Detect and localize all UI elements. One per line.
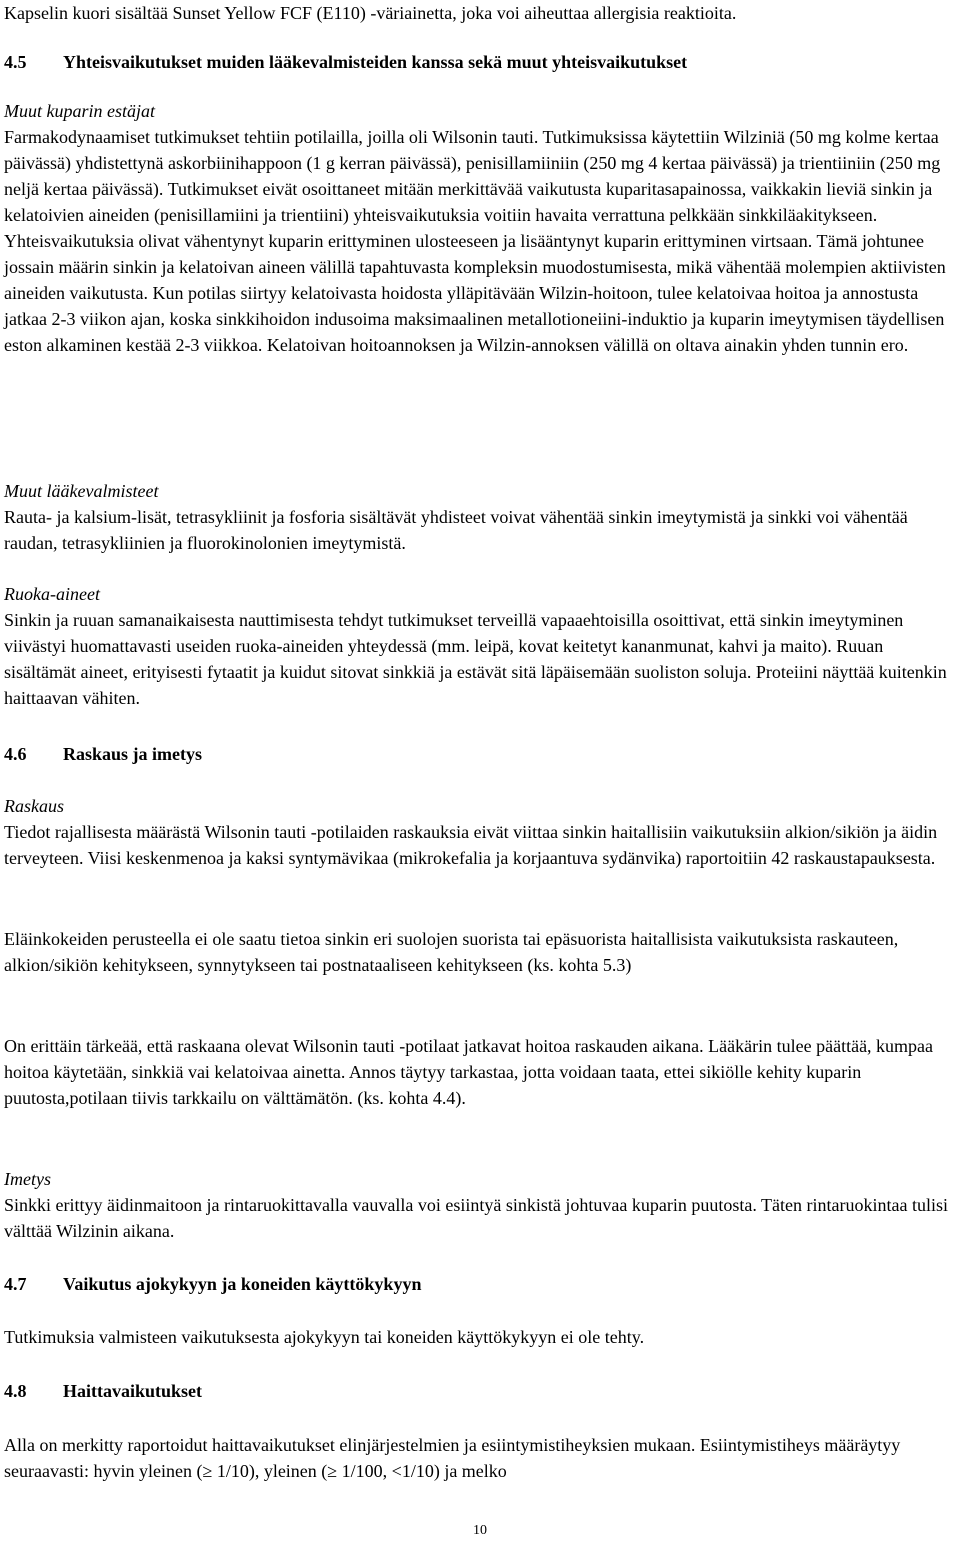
page-number: 10 — [473, 1523, 487, 1538]
paragraph-4-5-2: Rauta- ja kalsium-lisät, tetrasykliinit ja fosforia sisältävät yhdisteet voivat vähentää sinkin imeytymistä ja sinkki voi vähentää raudan, tetrasykliinien ja fluorokinolonien imeytymistä. — [4, 507, 908, 553]
intro-text: Kapselin kuori sisältää Sunset Yellow FCF (E110) -väriainetta, joka voi aiheuttaa allergisia reaktioita. — [4, 3, 737, 23]
heading-number: 4.7 — [4, 1274, 27, 1294]
heading-4-8 — [4, 1378, 202, 1404]
subheading-muut-kuparin-estajat: Muut kuparin estäjat — [4, 101, 155, 121]
heading-4-5 — [4, 49, 687, 75]
heading-4-6 — [4, 741, 202, 767]
paragraph-4-6-4: Sinkki erittyy äidinmaitoon ja rintaruokittavalla vauvalla voi esiintyä sinkistä johtuvaa kuparin puutosta. Täten rintaruokintaa tulisi välttää Wilzinin aikana. — [4, 1195, 948, 1241]
heading-4-7 — [4, 1271, 421, 1297]
paragraph-4-6-3: On erittäin tärkeää, että raskaana olevat Wilsonin tauti -potilaat jatkavat hoitoa raskauden aikana. Lääkärin tulee päättää, kumpaa hoitoa käytetään, sinkkiä vai kelatoivaa ainetta. Annos täytyy tarkastaa, jotta voidaan taata, ettei sikiölle kehity kuparin puutosta,potilaan tiivis tarkkailu on välttämätön. (ks. kohta 4.4). — [4, 1036, 934, 1108]
heading-title: Haittavaikutukset — [63, 1381, 203, 1401]
paragraph-4-7: Tutkimuksia valmisteen vaikutuksesta ajokykyyn tai koneiden käyttökykyyn ei ole tehty. — [4, 1327, 645, 1347]
heading-number: 4.6 — [4, 744, 27, 764]
heading-title: Raskaus ja imetys — [63, 744, 203, 764]
paragraph-4-5-3: Sinkin ja ruuan samanaikaisesta nauttimisesta tehdyt tutkimukset terveillä vapaaehtoisilla osoittivat, että sinkin imeytyminen viivästyi huomattavasti useiden ruoka-aineiden yhteydessä (mm. leipä, kovat keitetyt kananmunat, kahvi ja maito). Ruuan sisältämät aineet, erityisesti fytaatit ja kuidut sitovat sinkkiä ja estävät sitä läpäisemään suoliston soluja. Proteiini näyttää kuitenkin haittaavan vähiten. — [4, 610, 947, 708]
subheading-imetys: Imetys — [4, 1169, 51, 1189]
paragraph-4-5-1: Farmakodynaamiset tutkimukset tehtiin potilailla, joilla oli Wilsonin tauti. Tutkimuksissa käytettiin Wilziniä (50 mg kolme kertaa päivässä) yhdistettynä askorbiinihappoon (1 g kerran päivässä), penisillamiiniin (250 mg 4 kertaa päivässä) ja trientiiniin (250 mg neljä kertaa päivässä). Tutkimukset eivät osoittaneet mitään merkittävää vaikutusta kuparitasapainossa, vaikkakin lieviä sinkin ja kelatoivien aineiden (penisillamiini ja trientiini) yhteisvaikutuksia voitiin havaita verrattuna pelkkään sinkkiläakitykseen. Yhteisvaikutuksia olivat vähentynyt kuparin erittyminen ulosteeseen ja lisääntynyt kuparin erittyminen virtsaan. Tämä johtunee jossain määrin sinkin ja kelatoivan aineen välillä tapahtuvasta kompleksin muodostumisesta, mikä vähentää molempien aktiivisten aineiden vaikutusta. Kun potilas siirtyy kelatoivasta hoidosta ylläpitävään Wilzin-hoitoon, tulee kelatoivaa hoitoa ja annostusta jatkaa 2-3 viikon ajan, koska sinkkihoidon indusoima maksimaalinen metallotioneiini-induktio ja kuparin imeytymisen täydellisen eston alkaminen kestää 2-3 viikkoa. Kelatoivan hoitoannoksen ja Wilzin-annoksen välillä on oltava ainakin yhden tunnin ero. — [4, 127, 946, 355]
heading-title: Vaikutus ajokykyyn ja koneiden käyttökykyyn — [63, 1274, 422, 1294]
heading-title: Yhteisvaikutukset muiden lääkevalmisteiden kanssa sekä muut yhteisvaikutukset — [63, 52, 688, 72]
paragraph-4-6-1: Tiedot rajallisesta määrästä Wilsonin tauti -potilaiden raskauksia eivät viittaa sinkin haitallisiin vaikutuksiin alkion/sikiön ja äidin terveyteen. Viisi keskenmenoa ja kaksi syntymävikaa (mikrokefalia ja korjaantuva sydänvika) raportoitiin 42 raskaustapauksesta. — [4, 822, 938, 868]
subheading-muut-laakevalmisteet: Muut lääkevalmisteet — [4, 481, 159, 501]
paragraph-4-6-2: Eläinkokeiden perusteella ei ole saatu tietoa sinkin eri suolojen suorista tai epäsuorista haitallisista vaikutuksista raskauteen, alkion/sikiön kehitykseen, synnytykseen tai postnataaliseen kehitykseen (ks. kohta 5.3) — [4, 929, 899, 975]
heading-number: 4.5 — [4, 52, 27, 72]
paragraph-4-8: Alla on merkitty raportoidut haittavaikutukset elinjärjestelmien ja esiintymistiheyksien mukaan. Esiintymistiheys määräytyy seuraavasti: hyvin yleinen (≥ 1/10), yleinen (≥ 1/100, <1/10) ja melko — [4, 1435, 901, 1481]
subheading-raskaus: Raskaus — [4, 796, 64, 816]
subheading-ruoka-aineet: Ruoka-aineet — [4, 584, 100, 604]
heading-number: 4.8 — [4, 1381, 27, 1401]
